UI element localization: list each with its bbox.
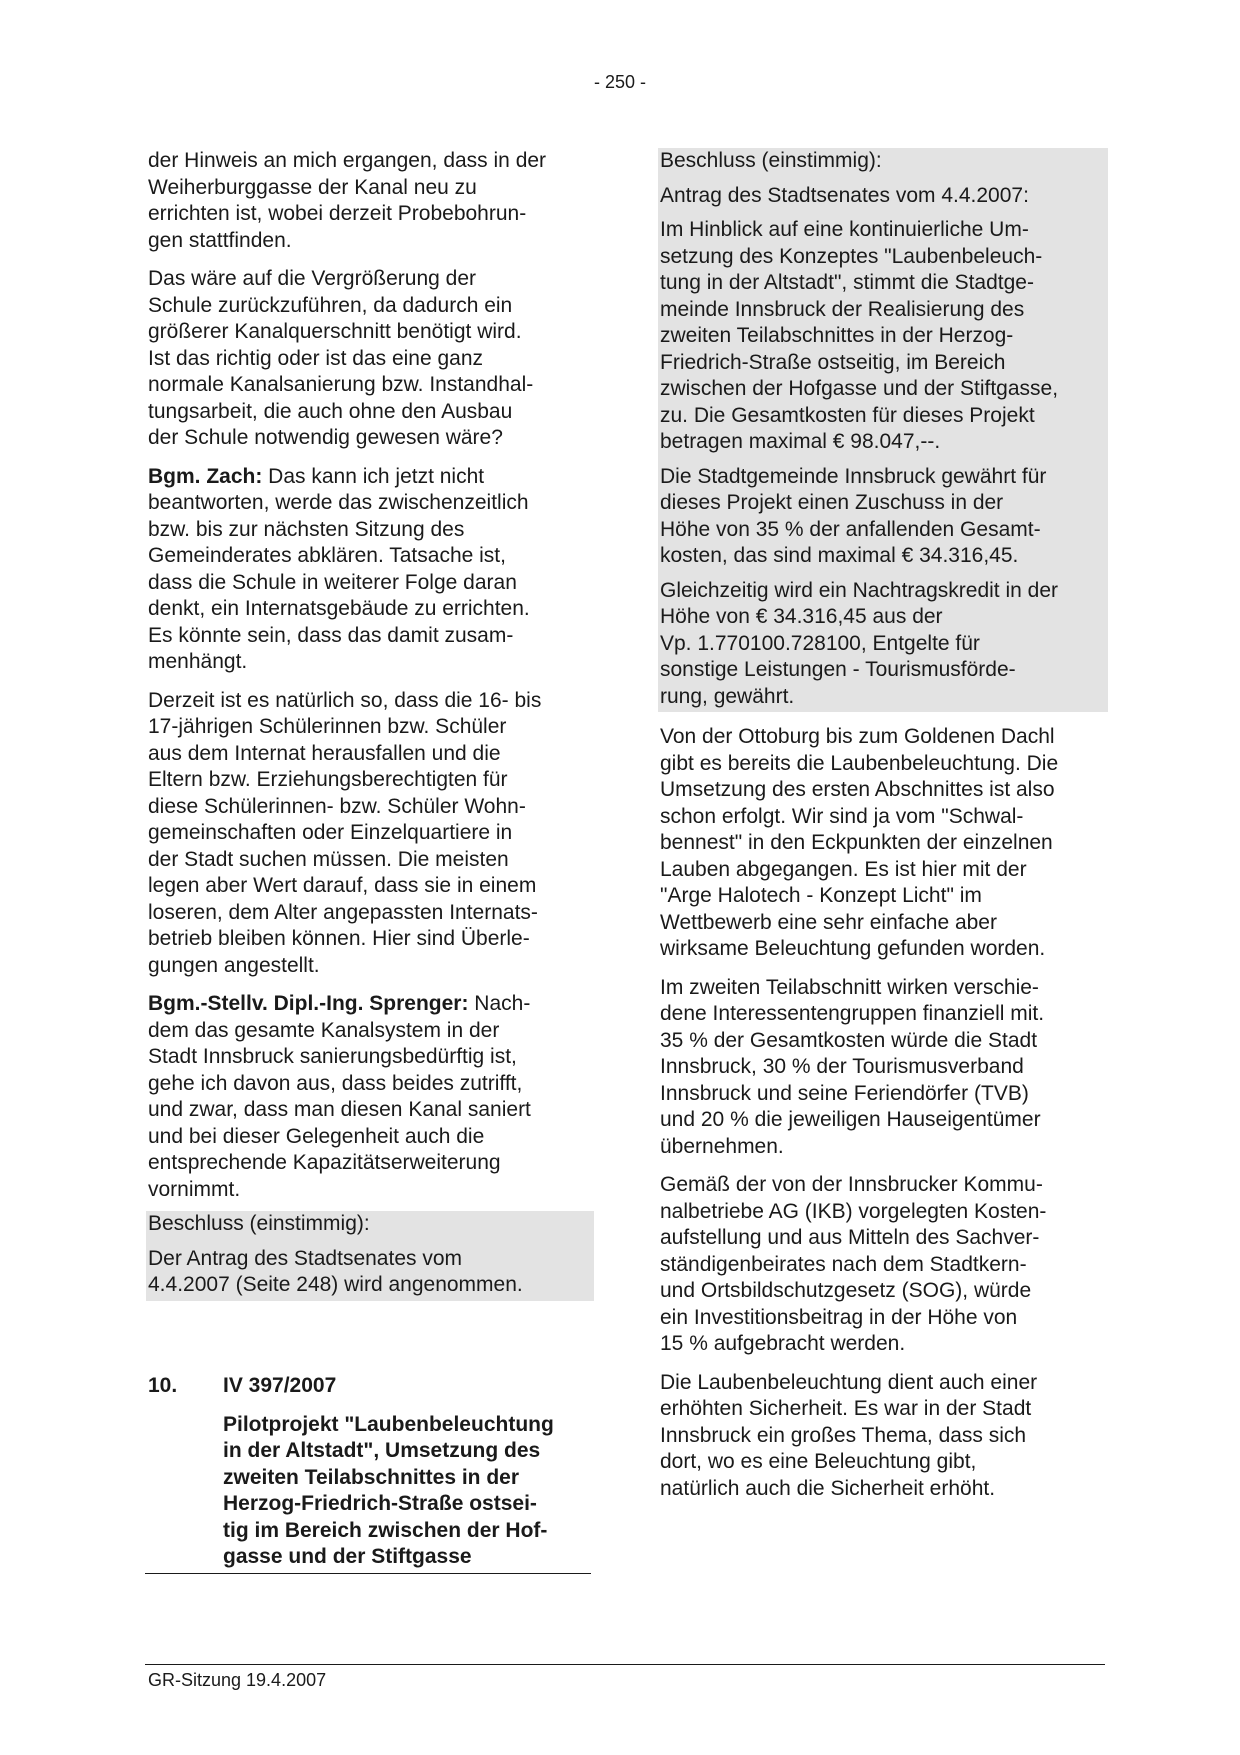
resolution-label: Beschluss (einstimmig): <box>148 1212 370 1235</box>
paragraph: Im zweiten Teilabschnitt wirken verschie- dene Interessentengruppen finanziell mit. 35 % der Gesamtkosten würde die Stadt Innsbruck, 30 % der Tourismusverband Innsbruck und seine Feriendörfer (TVB) und 20 % die jeweiligen Hauseigentümer übernehmen. <box>660 975 1045 1158</box>
agenda-title: Pilotprojekt "Laubenbeleuchtung in der Altstadt", Umsetzung des zweiten Teilabschnittes in der Herzog-Friedrich-Straße ostsei- tig im Bereich zwischen der Hof- gasse und der Stiftgasse <box>223 1412 554 1568</box>
paragraph: der Hinweis an mich ergangen, dass in der Weiherburggasse der Kanal neu zu errichten ist, wobei derzeit Probebohrun- gen stattfinden. <box>148 149 547 252</box>
speaker-name: Bgm. Zach: <box>148 464 263 488</box>
right-column <box>660 148 1106 1514</box>
agenda-reference: IV 397/2007 <box>223 1374 337 1397</box>
resolution-text: Der Antrag des Stadtsenates vom 4.4.2007 (Seite 248) wird angenommen. <box>148 1246 523 1296</box>
speaker-paragraph <box>148 991 592 1203</box>
speaker-statement: Das kann ich jetzt nicht beantworten, werde das zwischenzeitlich bzw. bis zur nächsten Sitzung des Gemeinderates abklären. Tatsache ist, dass die Schule in weiterer Folge daran denkt, ein Internatsgebäude zu errichten. Es könnte sein, dass das damit zusam- menhängt. <box>148 464 530 673</box>
paragraph: Derzeit ist es natürlich so, dass die 16- bis 17-jährigen Schülerinnen bzw. Schüler aus dem Internat herausfallen und die Eltern bzw. Erziehungsberechtigten für diese Schülerinnen- bzw. Schüler Wohn- gemeinschaften oder Einzelquartiere in der Stadt suchen müssen. Die meisten legen aber Wert darauf, dass sie in einem loseren, dem Alter angepassten Internats- betrieb bleiben können. Hier sind Überle- gungen angestellt. <box>148 688 542 977</box>
paragraph: Gemäß der von der Innsbrucker Kommu- nalbetriebe AG (IKB) vorgelegten Kosten- aufstellung und aus Mitteln des Sachver- ständigenbeirates nach dem Stadtkern- und Ortsbildschutzgesetz (SOG), würde ein Investitionsbeitrag in der Höhe von 15 % aufgebracht werden. <box>660 1173 1047 1355</box>
speaker-name: Bgm.-Stellv. Dipl.-Ing. Sprenger: <box>148 992 469 1015</box>
agenda-item <box>148 1373 592 1571</box>
motion-label: Antrag des Stadtsenates vom 4.4.2007: <box>660 183 1029 207</box>
page-number: - 250 - <box>593 72 647 92</box>
agenda-divider <box>145 1573 591 1574</box>
footer-text: GR-Sitzung 19.4.2007 <box>148 1670 327 1690</box>
agenda-number: 10. <box>148 1374 178 1397</box>
motion-paragraph: Gleichzeitig wird ein Nachtragskredit in der Höhe von € 34.316,45 aus der Vp. 1.770100.728100, Entgelte für sonstige Leistungen - Tourismusförde- rung, gewährt. <box>660 578 1059 708</box>
resolution-label: Beschluss (einstimmig): <box>660 149 882 172</box>
resolution-box <box>146 1211 594 1301</box>
footer-divider <box>145 1664 1105 1665</box>
left-column <box>148 148 592 1301</box>
paragraph: Von der Ottoburg bis zum Goldenen Dachl gibt es bereits die Laubenbeleuchtung. Die Umsetzung des ersten Abschnittes ist also schon erfolgt. Wir sind ja vom "Schwal- bennest" in den Eckpunkten der einzelnen Lauben abgegangen. Es ist hier mit der "Arge Halotech - Konzept Licht" im Wettbewerb eine sehr einfache aber wirksame Beleuchtung gefunden worden. <box>660 725 1059 960</box>
speaker-paragraph <box>148 464 592 676</box>
resolution-box <box>658 148 1108 712</box>
paragraph: Die Laubenbeleuchtung dient auch einer erhöhten Sicherheit. Es war in der Stadt Innsbruck ein großes Thema, dass sich dort, wo es eine Beleuchtung gibt, natürlich auch die Sicherheit erhöht. <box>660 1370 1038 1500</box>
motion-paragraph: Im Hinblick auf eine kontinuierliche Um- setzung des Konzeptes "Laubenbeleuch- tung in der Altstadt", stimmt die Stadtge- meinde Innsbruck der Realisierung des zweiten Teilabschnittes in der Herzog- Friedrich-Straße ostseitig, im Bereich zwischen der Hofgasse und der Stiftgasse, zu. Die Gesamtkosten für dieses Projekt betragen maximal € 98.047,--. <box>660 218 1059 453</box>
motion-paragraph: Die Stadtgemeinde Innsbruck gewährt für dieses Projekt einen Zuschuss in der Höhe von 35 % der anfallenden Gesamt- kosten, das sind maximal € 34.316,45. <box>660 464 1047 567</box>
speaker-statement: Nach- dem das gesamte Kanalsystem in der Stadt Innsbruck sanierungsbedürftig ist, gehe ich davon aus, dass beides zutrifft, und zwar, dass man diesen Kanal saniert und bei dieser Gelegenheit auch die entsprechende Kapazitätserweiterung vornimmt. <box>148 992 531 1201</box>
paragraph: Das wäre auf die Vergrößerung der Schule zurückzuführen, da dadurch ein größerer Kanalquerschnitt benötigt wird. Ist das richtig oder ist das eine ganz normale Kanalsanierung bzw. Instandhal- tungsarbeit, die auch ohne den Ausbau der Schule notwendig gewesen wäre? <box>148 267 534 449</box>
